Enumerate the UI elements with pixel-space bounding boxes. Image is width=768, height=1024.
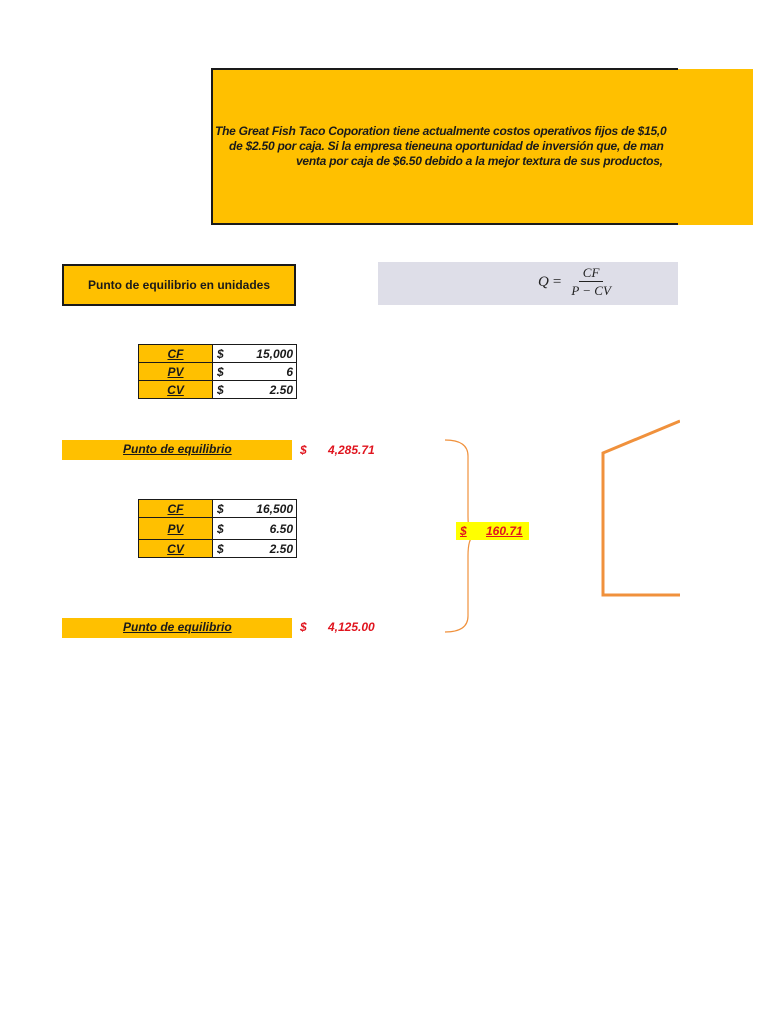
scenario2-result-label (62, 618, 292, 638)
currency-symbol: $ (217, 364, 224, 379)
difference-value[interactable] (456, 522, 529, 540)
table-row (139, 345, 297, 363)
break-even-formula (538, 265, 615, 300)
input-value-cf: 15,000 (256, 346, 293, 361)
formula-equals: = (552, 274, 562, 290)
result-label-text: Punto de equilibrio (123, 620, 232, 634)
currency-symbol: $ (217, 382, 224, 397)
formula-lhs: Q (538, 274, 549, 290)
input-label-cf[interactable]: CF (139, 500, 213, 518)
input-value-pv: 6.50 (269, 521, 293, 536)
table-row (139, 381, 297, 399)
input-label-cf[interactable]: CF (139, 345, 213, 363)
input-value-cv: 2.50 (269, 541, 293, 556)
result-amount: 4,125.00 (328, 620, 375, 634)
currency-symbol: $ (217, 501, 224, 516)
input-cell-cv[interactable] (213, 381, 297, 399)
currency-symbol: $ (217, 541, 224, 556)
callout-outline (603, 421, 680, 595)
currency-symbol: $ (460, 524, 467, 538)
input-cell-cv[interactable] (213, 540, 297, 558)
input-value-cv: 2.50 (269, 382, 293, 397)
input-label-cv[interactable]: CV (139, 540, 213, 558)
input-value-cf: 16,500 (256, 501, 293, 516)
input-cell-pv[interactable] (213, 363, 297, 381)
formula-fraction (567, 265, 615, 300)
formula-numerator: CF (579, 265, 604, 282)
problem-line-1: The Great Fish Taco Coporation tiene actualmente costos operativos fijos de $15,0 (215, 124, 667, 138)
scenario1-input-table (138, 344, 297, 399)
formula-denominator: P − CV (571, 283, 611, 298)
currency-symbol: $ (300, 443, 307, 457)
difference-amount: 160.71 (486, 524, 523, 538)
scenario1-result-value[interactable] (300, 443, 410, 457)
scenario1-result-label (62, 440, 292, 460)
table-row (139, 500, 297, 518)
table-row (139, 518, 297, 540)
problem-statement-box (211, 68, 678, 225)
problem-line-2: de $2.50 por caja. Si la empresa tieneuna oportunidad de inversión que, de man (229, 139, 664, 153)
table-row (139, 363, 297, 381)
currency-symbol: $ (217, 346, 224, 361)
input-cell-cf[interactable] (213, 345, 297, 363)
problem-line-3: venta por caja de $6.50 debido a la mejor textura de sus productos, (296, 154, 663, 168)
result-label-text: Punto de equilibrio (123, 442, 232, 456)
result-amount: 4,285.71 (328, 443, 375, 457)
input-label-pv[interactable]: PV (139, 363, 213, 381)
input-cell-pv[interactable] (213, 518, 297, 540)
currency-symbol: $ (217, 521, 224, 536)
scenario2-input-table (138, 499, 297, 558)
formula-box (378, 262, 678, 305)
problem-statement-text (213, 124, 678, 169)
table-row (139, 540, 297, 558)
callout-shape (598, 415, 680, 600)
input-label-pv[interactable]: PV (139, 518, 213, 540)
currency-symbol: $ (300, 620, 307, 634)
problem-box-extension (678, 69, 753, 225)
input-value-pv: 6 (286, 364, 293, 379)
scenario2-result-value[interactable] (300, 620, 410, 634)
input-label-cv[interactable]: CV (139, 381, 213, 399)
section-title: Punto de equilibrio en unidades (62, 264, 296, 306)
input-cell-cf[interactable] (213, 500, 297, 518)
